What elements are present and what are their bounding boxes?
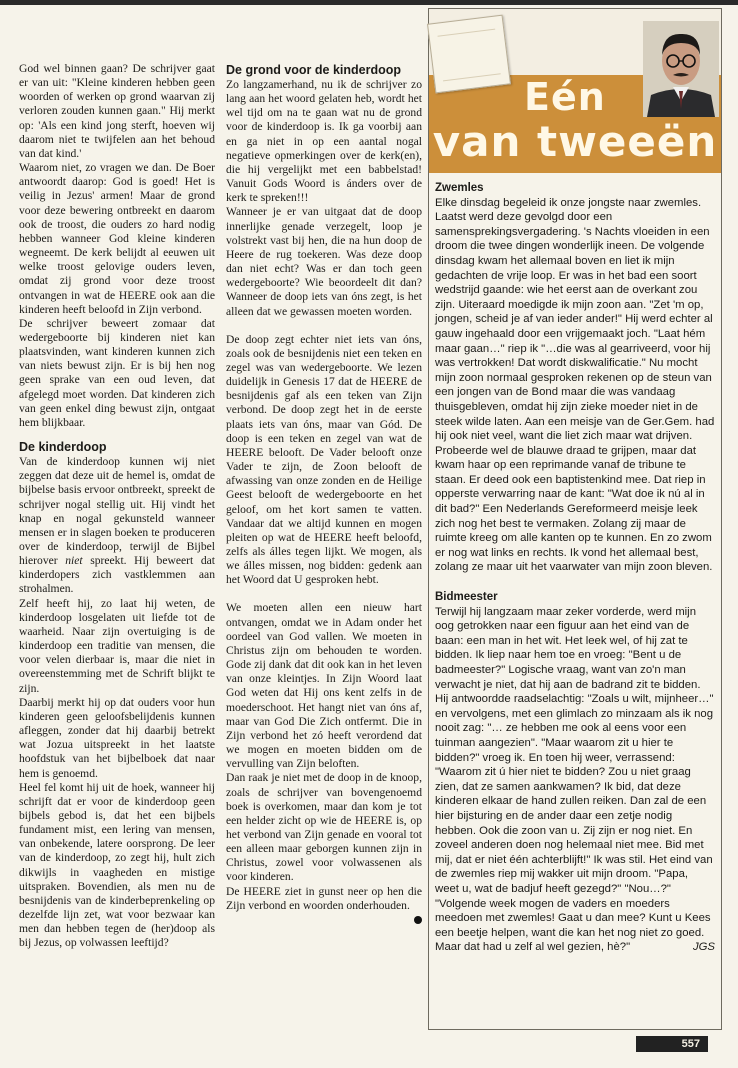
column-banner	[429, 9, 721, 173]
text-run: De HEERE ziet in gunst neer op hen die Zijn verbond en woorden onderhouden.	[226, 884, 422, 912]
paragraph: Terwijl hij langzaam maar zeker vorderde, werd mijn oog getrokken naar een figuur aan het eind van de baan: een man in het wit. Het leek wel, of hij zat te bidden. Ik liep naar hem toe en vroeg: "Bent u de badmeester?" Logische vraag, want van zo'n man verwacht je niet, dat hij aan de badrand zit te bidden. Hij antwoordde raadselachtig: "Zoals u wilt, mijnheer…" en vervolgens, met een glimlach zo minzaam als ik nog nooit zag: "… ze hebben me ook al eens voor een tuinman aangezien". "Maar waarom zit u hier te bidden?" vroeg ik. En toen hij weer, verrassend: "Waarom zit ú hier niet te bidden? Zou u niet graag zien, dat ze samen aankwamen? Ik bid, dat deze kinderen elkaar de hand zullen reiken. Dan zal de een hier bijsturing en de ander daar een zetje nodig hebben. Ook die zoon van u. Zij zijn er nog niet. En zoveel anderen doen nog helemaal niet mee. Bid met mij, dat er niet één achterblijft!" Ik was stil. Het eind van de zwemles riep mij wakker uit mijn droom. "Papa, weet u, wat de badjuf heeft gezegd?" "Nou…?" "Volgende week mogen de vaders en moeders meedoen met zwemles! Gaat u dan mee? Kunt u Kees een beetje helpen, want die kan het nog niet zo goed. Maar dat had u zelf al wel gezien, hè?"	[435, 605, 714, 954]
column-title-line1: Eén	[524, 75, 606, 119]
paragraph: Elke dinsdag begeleid ik onze jongste naar zwemles. Laatst werd deze gevolgd door een samensprekingsvergadering. 's Nachts vloeiden in een droom die twee dingen wonderlijk ineen. De volgende dinsdag kwam het allemaal boven en liet ik mijn gedachten de vrije loop. Er was in het bad een soort wedstrijd gaande: wie het eerst aan de overkant zou zijn. Uiteraard moedigde ik mijn zoon aan. "Zet 'm op, jongen, scheid je af van ieder ander!" Hij werd echter al gauw ingehaald door een vrijgemaakt joch. "Laat hém maar gaan…" riep ik "…die was al gearriveerd, voor hij was vertrokken! Dat wordt diskwalificatie." Nu mocht mijn zoon normaal gesproken rekenen op de steun van een jongen van de Bond maar die was vandaag thuisgebleven, omdat hij zijn zieke moeder niet in de steek wilde laten. Aan een meisje van de Ger.Gem. had hij ook niet veel, want die liet zich maar wat drijven. Probeerde wel de blauwe draad te grijpen, maar dat kwam haar op een reprimande vanaf de tribune te staan. Er deed ook een baptistenkind mee. Dat riep in opperste verwarring naar de kant: "Wat doe ik nú al in dit bad?" Een Nederlands Gereformeerd meisje leek zich nog het best te vermaken. Zolang zij maar de ruimte kreeg om alle kanten op te kunnen. En zo zwom er nog wat links en rechts. Ik vond het allemaal best, zolang ze maar uit het vaarwater van mijn zoon bleven.	[435, 196, 715, 574]
paragraph: Heel fel komt hij uit de hoek, wanneer hij schrijft dat er voor de kinderdoop geen bijbels gebod is, dat het een bijbels fundament mist, een lering van mensen, van onbekende, latere oorsprong. De leer van de kinderdoop, zo zegt hij, hult zich dikwijls in vaagheden en mistige uitspraken. Bovendien, als men nu de besnijdenis van de kinderbeprenkeling op dezelfde lijn zet, wat voor bezwaar kan men dan hebben tegen de (her)doop als bij Jezus, op volwassen leeftijd?	[19, 780, 215, 950]
paragraph: Dan raak je niet met de doop in de knoop, zoals de schrijver van bovengenoemd boek is overkomen, maar dan kom je tot een helder zicht op wie de HEERE is, op het verbond van Zijn genade en vooral tot een alleen maar geborgen kunnen zijn in Christus, zowel voor volwassenen als voor kinderen.	[226, 771, 422, 884]
section-heading-zwemles: Zwemles	[435, 182, 484, 194]
author-signature: JGS	[692, 941, 715, 954]
text-run: Van de kinderdoop kunnen wij niet zeggen dat deze uit de hemel is, omdat de bijbelse basis ervoor ontbreekt, spreekt de schrijver nogal stellig uit. Hij vindt het knap en nogal gekunsteld wanneer mensen er in slagen boeken te produceren over de kinderdoop, terwijl de Bijbel hierover	[19, 455, 215, 568]
paragraph	[226, 885, 422, 913]
paragraph: Zo langzamerhand, nu ik de schrijver zo lang aan het woord gelaten heb, wordt het wel tijd om na te gaan wat nu de grond voor de kinderdoop is. Ik ga voorbij aan en ga niet in op een aantal nogal negatieve opmerkingen over de kerk(en), die hij vergelijkt met een babbelstad! Vanuit Gods Woord is ánders over de kerk te spreken!!!	[226, 78, 422, 205]
paragraph	[19, 455, 215, 597]
sidebar-body	[435, 181, 715, 955]
article-column-left	[19, 62, 215, 951]
page-number: 557	[636, 1036, 708, 1052]
sidebar-column	[428, 8, 722, 1030]
emphasis: niet	[65, 554, 83, 568]
paragraph: De doop zegt echter niet iets van óns, zoals ook de besnijdenis niet een teken en zegel was van wedergeboorte. We lezen duidelijk in Genesis 17 dat de HEERE de besnijdenis gaf als een teken van Zijn verbond. De doop zegt het in de eerste plaats iets van óns, maar van Gód. De doop is een teken en zegel van wat de HEERE belooft. De Vader belooft onze Vader te zijn, de Zoon belooft de afwassing van onze zonden en de Heilige Geest belooft de wedergeboorte en het geloof, om het kort samen te vatten. Vandaar dat we altijd kunnen en mogen pleiten op wat de HEERE heeft beloofd, zelfs als álles tegen lijkt. We mogen, als we álles missen, nog bidden: gedenk aan het Woord dat U gesproken hebt.	[226, 332, 422, 587]
paragraph: Wanneer je er van uitgaat dat de doop innerlijke genade verzegelt, loop je volstrekt vast bij hen, die na hun doop de Heere de rug toekeren. Was deze doop dan niet echt? Was er dan toch geen wedergeboorte? Wie beoordeelt dit dan? Wanneer de doop iets van óns zegt, is het alleen dat we gewassen moeten worden.	[226, 205, 422, 318]
paragraph: We moeten allen een nieuw hart ontvangen, omdat we in Adam onder het oordeel van God vallen. We moeten in Christus zijn om behouden te worden. Gode zij dank dat dit ook kan in het leven van onze kleintjes. In Zijn Woord laat God weten dat Hij ons kent zelfs in de moederschoot. Het hangt niet van óns af, maar van God Die Zich ontfermt. Die in Zijn verbond het zó heeft verordend dat we mogen en moeten bidden om de vervulling van Zijn beloften.	[226, 601, 422, 771]
paragraph: De schrijver beweert zomaar dat wedergeboorte bij kinderen niet kan plaatsvinden, want kinderen kunnen zich van niets bewust zijn. Er is bij hen nog geen sprake van een oud leven, dat afgelegd moet worden. Dat kinderen zich van geen enkel ding bewust zijn, ontgaat hem blijkbaar.	[19, 316, 215, 429]
paragraph: Daarbij merkt hij op dat ouders voor hun kinderen geen geloofsbelijdenis kunnen afleggen, zonder dat hij daarbij betrekt wat Jozua uitspreekt in het laatste hoofdstuk van het bijbelboek dat naar hem is genoemd.	[19, 695, 215, 780]
section-heading-kinderdoop: De kinderdoop	[19, 440, 107, 455]
paragraph: God wel binnen gaan? De schrijver gaat er van uit: "Kleine kinderen hebben geen woorden of werken op grond waarvan zij verloren zouden kunnen gaan." Hij merkt op: 'Als een kind jong sterft, hoeven wij daarom niet te twijfelen aan het behoud van dat kind.'	[19, 62, 215, 160]
column-title-line2: van tweeën	[432, 117, 718, 166]
text-run: spreekt. Hij beweert dat kinderdopers zich vastklemmen aan strohalmen.	[19, 554, 215, 596]
section-heading-grond: De grond voor de kinderdoop	[226, 63, 402, 77]
top-rule	[0, 0, 738, 5]
section-heading-bidmeester: Bidmeester	[435, 591, 498, 604]
column-title	[429, 75, 721, 173]
paragraph: Waarom niet, zo vragen we dan. De Boer antwoordt daarop: God is goed! Het is veilig in Jezus' armen! Maar de grond voor deze bewering ontbreekt en daarom ook de troost, die ouders zo hard nodig hebben wanneer God kleine kinderen wegneemt. De kerk belijdt al eeuwen uit welke troost gelovige ouders leven, omdat zij grond voor deze troost ontvangen in wat de HEERE ook aan die kinderen heeft beloofd in Zijn verbond.	[19, 161, 215, 316]
end-mark-icon	[414, 916, 422, 924]
paragraph: Zelf heeft hij, zo laat hij weten, de kinderdoop losgelaten uit liefde tot de waarheid. Naar zijn overtuiging is de kinderdoop een traditie van mensen, die voor velen dierbaar is, maar die niet in overeenstemming met de Schrift blijkt te zijn.	[19, 596, 215, 695]
article-column-middle	[226, 62, 422, 924]
